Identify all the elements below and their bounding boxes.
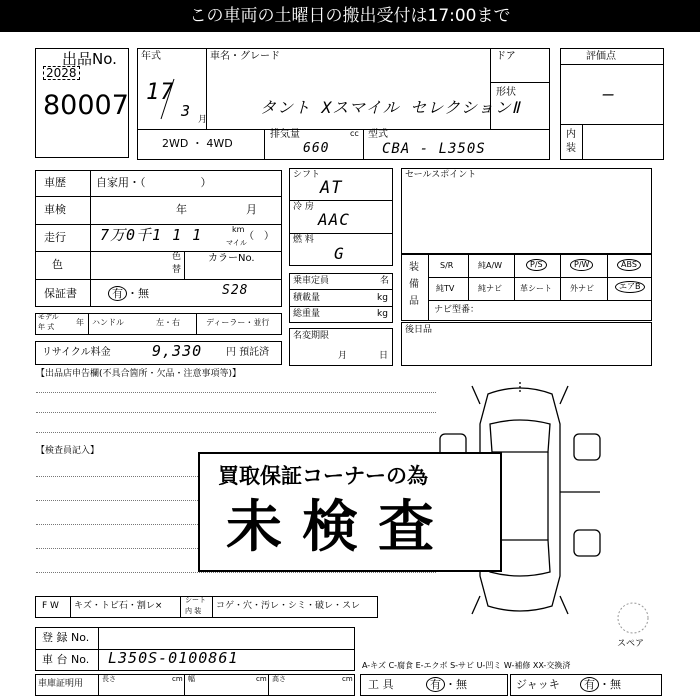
recycle-unit: 円 預託済 [226,347,270,358]
displacement-value: 660 [303,141,330,156]
model-value: CBA - L350S [382,141,486,157]
color-no-label: カラーNo. [208,253,255,264]
warranty-yes: 有 [108,286,127,301]
equip-tv: 純TV [436,284,455,293]
tools-sep: ・ [445,678,456,691]
cc-unit: cc [350,129,359,138]
equip-ps: P/S [526,259,547,271]
tools-yes: 有 [426,677,445,692]
color-sub-1: 色 [172,252,182,262]
capacity-unit: 名 [380,276,390,286]
lot-year: 2028 [43,66,80,80]
stamp-line-2: 未検査 [226,495,454,560]
equip-abs: ABS [617,259,641,271]
seat-label-1: シート [185,596,206,604]
length-unit: cm [172,675,183,683]
capacity-label: 乗車定員 [293,276,330,286]
name-change-label: 名変期限 [293,331,330,341]
recycle-value: 9,330 [152,342,203,360]
warranty-sep: ・ [127,287,138,300]
equip-label-1: 装 [409,262,419,273]
height-label: 高さ [272,675,286,683]
mile-unit: マイル [226,239,247,247]
equip-pw: P/W [570,259,593,271]
name-value: タント Xスマイル セレクションⅡ [260,98,521,117]
month-value: 3 [181,102,192,120]
tools-no: 無 [456,678,467,691]
displacement-label: 排気量 [270,129,300,140]
chassis-value: L350S-0100861 [108,649,239,667]
jack-no: 無 [610,678,621,691]
damage-legend: A-キズ C-腐食 E-エクボ S-サビ U-凹ミ W-補修 XX-交換済 [362,661,571,670]
model-label: 型式 [368,129,388,140]
color-sub-2: 替 [172,265,182,275]
equip-leather: 革シート [520,284,552,293]
jack-yes: 有 [580,677,599,692]
equip-ext-navi: 外ナビ [570,284,594,293]
inspection-year-unit: 年 [176,203,187,216]
width-label: 幅 [188,675,195,683]
load-label: 積載量 [293,293,321,303]
banner: この車両の土曜日の搬出受付は17:00まで [0,0,700,32]
warranty-no: 無 [138,287,149,300]
jack-sep: ・ [599,678,610,691]
grade-label: 評価点 [586,51,616,62]
lot-number: 80007 [43,90,129,121]
navi-model-label: ナビ型番： [434,305,480,315]
weight-unit: kg [377,309,388,319]
width-unit: cm [256,675,267,683]
chassis-label: 車 台 No. [42,653,90,666]
modelyear-label-2: 年 式 [38,323,55,331]
history-label: 車歴 [44,176,66,189]
fuel-label: 燃 料 [293,235,314,245]
mileage-paren: （ ） [244,231,274,242]
spare-label: スペア [617,639,645,649]
km-unit: km [232,225,245,234]
equip-aw: 純A/W [478,261,503,270]
equip-airbag: エアB [615,281,645,293]
inspector-label: 【検査員記入】 [36,446,100,456]
grade-value: — [603,84,615,105]
height-unit: cm [342,675,353,683]
inspection-month-unit: 月 [246,203,257,216]
fw-label: F W [42,601,59,611]
garage-cert-label: 車庫証明用 [38,679,84,689]
shape-label: 形状 [496,87,516,98]
equip-label-2: 備 [409,279,419,290]
color-label: 色 [52,258,63,271]
jack-label: ジャッキ [516,678,560,691]
length-label: 長さ [102,675,116,683]
color-no-value: S28 [222,283,249,298]
drive-label: 2WD ・ 4WD [162,137,233,150]
weight-label: 総重量 [293,309,321,319]
lot-label: 出品No. [62,50,117,68]
interior-label-1: 内 [566,129,576,140]
sales-point-box [401,168,652,254]
tools-label: 工 具 [368,678,394,691]
modelyear-unit: 年 [76,318,84,327]
interior-label-2: 装 [566,143,576,154]
not-inspected-stamp [198,452,502,572]
tools-options [426,677,467,692]
later-items-box [401,322,652,366]
inspection-label: 車検 [44,203,66,216]
month-unit: 月 [198,115,208,125]
year-value: 17 [146,80,175,105]
registration-label: 登 録 No. [42,631,90,644]
name-label: 車名・グレード [210,51,280,62]
load-unit: kg [377,293,388,303]
modelyear-label-1: モデル [38,313,59,321]
spare-tire-icon [615,600,651,636]
shift-value: AT [320,178,343,198]
seat-text: コゲ・穴・汚レ・シミ・破レ・スレ [216,601,361,611]
stamp-line-1: 買取保証コーナーの為 [218,464,428,488]
warranty-options [108,286,149,301]
jack-options [580,677,621,692]
equip-label-3: 品 [409,296,419,307]
ac-value: AAC [318,210,350,229]
ac-label: 冷 房 [293,202,314,212]
shift-label: シフト [293,170,321,180]
sales-point-label: セールスポイント [405,170,477,180]
warranty-label: 保証書 [44,287,77,300]
recycle-label: リサイクル料金 [42,347,111,358]
equip-navi: 純ナビ [478,284,502,293]
name-change-month: 月 [338,351,348,361]
seat-label-2: 内 装 [185,607,202,615]
name-change-day: 日 [379,351,389,361]
dealer-label: ディーラー・並行 [206,318,270,327]
fw-text: キズ・トビ石・割レ× [74,601,163,611]
later-items-label: 後日品 [405,325,433,335]
fuel-value: G [334,244,345,263]
year-label: 年式 [141,51,161,62]
history-value: 自家用・（ ） [96,176,212,189]
handle-value: 左・右 [156,318,180,327]
equip-sr: S/R [440,261,454,270]
mileage-value: 7万0千1 1 1 [100,226,203,244]
mileage-label: 走行 [44,231,66,244]
declaration-label: 【出品店申告欄(不具合箇所・欠品・注意事項等)】 [36,369,242,379]
door-label: ドア [496,51,516,62]
handle-label: ハンドル [92,318,124,327]
